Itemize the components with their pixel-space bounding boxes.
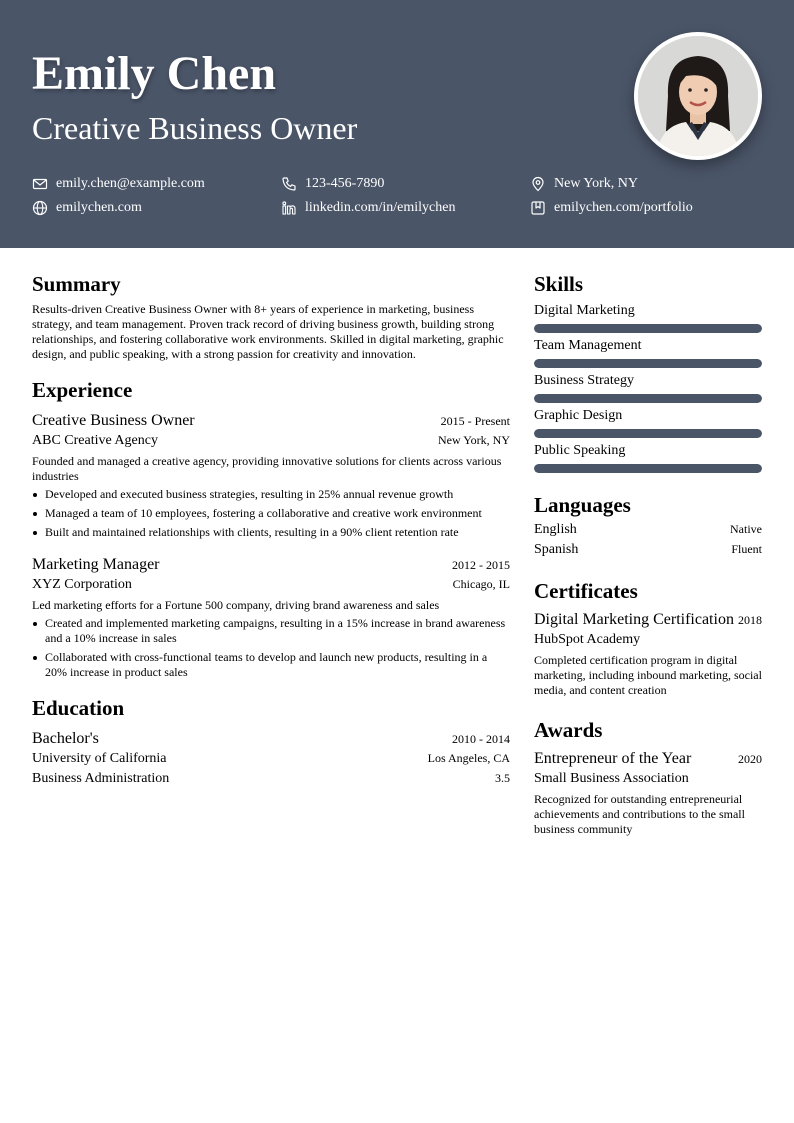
certificate-description: Completed certification program in digital marketing, including inbound marketing, social media, and content creation: [534, 653, 762, 697]
education-section: [32, 694, 510, 789]
job-role: Creative Business Owner: [32, 412, 195, 429]
certificates-section: [534, 577, 762, 698]
skill-bar-fill: [534, 464, 762, 473]
skill-bar: [534, 429, 762, 438]
language-level: Native: [730, 522, 762, 536]
job-description: Led marketing efforts for a Fortune 500 company, driving brand awareness and sales: [32, 598, 440, 612]
awards-heading: Awards: [534, 718, 603, 742]
job-location: Chicago, IL: [452, 577, 510, 591]
certificate-year: 2018: [738, 613, 762, 627]
education-gpa: 3.5: [495, 771, 510, 785]
education-school: University of California: [32, 751, 167, 766]
summary-text: Results-driven Creative Business Owner with 8+ years of experience in marketing, business strategy, and team management. Proven track record of driving business growth, building strong relationships, and fostering collaborative work environments. Skilled in digital marketing, graphic design, and public speaking, with a strong passion for creativity and innovation.: [32, 302, 504, 361]
linkedin-text: linkedin.com/in/emilychen: [305, 200, 456, 215]
experience-heading: Experience: [32, 378, 133, 402]
job-description: Founded and managed a creative agency, providing innovative solutions for clients across various industries: [32, 454, 502, 483]
list-item: Collaborated with cross-functional teams to develop and launch new products, resulting in a 20% increase in product sales: [32, 650, 510, 680]
certificate-title: Digital Marketing Certification: [534, 611, 734, 628]
map-pin-icon: [530, 176, 546, 192]
list-item: Built and maintained relationships with clients, resulting in a 90% client retention rate: [32, 525, 510, 540]
list-item: Managed a team of 10 employees, fostering a collaborative and creative work environment: [32, 506, 510, 521]
skill-bar-fill: [534, 394, 762, 403]
award-issuer: Small Business Association: [534, 771, 689, 786]
skill-item: [534, 372, 762, 403]
location-text: New York, NY: [554, 176, 639, 191]
experience-section: [32, 376, 510, 680]
summary-section: [32, 270, 510, 362]
skill-item: [534, 337, 762, 368]
languages-section: [534, 491, 762, 559]
language-name: English: [534, 522, 577, 537]
left-column: [32, 270, 510, 789]
certificate-issuer: HubSpot Academy: [534, 632, 641, 647]
skill-item: [534, 407, 762, 438]
skill-name: Digital Marketing: [534, 303, 635, 318]
language-item: [534, 521, 762, 539]
skill-bar: [534, 359, 762, 368]
language-level: Fluent: [731, 542, 762, 556]
job-company: ABC Creative Agency: [32, 433, 158, 448]
job-role: Marketing Manager: [32, 556, 160, 573]
skills-section: [534, 270, 762, 473]
globe-icon: [32, 200, 48, 216]
skill-item: [534, 302, 762, 333]
job-entry: [32, 554, 510, 680]
education-dates: 2010 - 2014: [452, 732, 510, 746]
language-item: [534, 541, 762, 559]
skill-name: Business Strategy: [534, 373, 634, 388]
languages-heading: Languages: [534, 493, 631, 517]
summary-heading: Summary: [32, 272, 121, 296]
skill-bar-fill: [534, 324, 762, 333]
job-company: XYZ Corporation: [32, 577, 132, 592]
skill-bar-fill: [534, 429, 762, 438]
skills-heading: Skills: [534, 272, 584, 296]
website-text: emilychen.com: [56, 200, 142, 215]
awards-section: [534, 716, 762, 837]
contact-location: [530, 172, 638, 196]
job-bullets: [32, 616, 510, 680]
email-text: emily.chen@example.com: [56, 176, 205, 191]
skill-name: Team Management: [534, 338, 642, 353]
education-field: Business Administration: [32, 771, 170, 786]
linkedin-icon: [281, 200, 297, 216]
portfolio-text: emilychen.com/portfolio: [554, 200, 693, 215]
job-location: New York, NY: [437, 433, 510, 447]
phone-icon: [281, 176, 297, 192]
resume-header: [0, 0, 794, 248]
phone-text: 123-456-7890: [305, 176, 385, 191]
list-item: Created and implemented marketing campaigns, resulting in a 15% increase in brand awareness and a 10% increase in sales: [32, 616, 510, 646]
award-title: Entrepreneur of the Year: [534, 750, 692, 767]
job-title: Creative Business Owner: [32, 110, 358, 146]
language-name: Spanish: [534, 542, 579, 557]
contact-website[interactable]: [32, 196, 142, 220]
skill-bar: [534, 324, 762, 333]
contact-portfolio[interactable]: [530, 196, 693, 220]
contact-email[interactable]: [32, 172, 205, 196]
education-location: Los Angeles, CA: [427, 751, 510, 765]
education-heading: Education: [32, 696, 125, 720]
person-name: Emily Chen: [32, 47, 277, 100]
certificates-heading: Certificates: [534, 579, 638, 603]
job-entry: [32, 410, 510, 540]
skill-bar: [534, 464, 762, 473]
education-degree: Bachelor's: [32, 730, 99, 747]
job-dates: 2012 - 2015: [452, 558, 510, 572]
award-description: Recognized for outstanding entrepreneurial achievements and contributions to the small business community: [534, 792, 745, 836]
skill-name: Graphic Design: [534, 408, 623, 423]
skill-item: [534, 442, 762, 473]
bookmark-icon: [530, 200, 546, 216]
right-column: [534, 270, 762, 837]
contact-linkedin[interactable]: [281, 196, 455, 220]
contact-phone[interactable]: [281, 172, 384, 196]
skill-name: Public Speaking: [534, 443, 626, 458]
award-year: 2020: [738, 752, 762, 766]
skill-bar-fill: [534, 359, 762, 368]
list-item: Developed and executed business strategies, resulting in 25% annual revenue growth: [32, 487, 510, 502]
job-bullets: [32, 487, 510, 540]
skill-bar: [534, 394, 762, 403]
job-dates: 2015 - Present: [440, 414, 510, 428]
mail-icon: [32, 176, 48, 192]
profile-photo: [634, 32, 762, 160]
